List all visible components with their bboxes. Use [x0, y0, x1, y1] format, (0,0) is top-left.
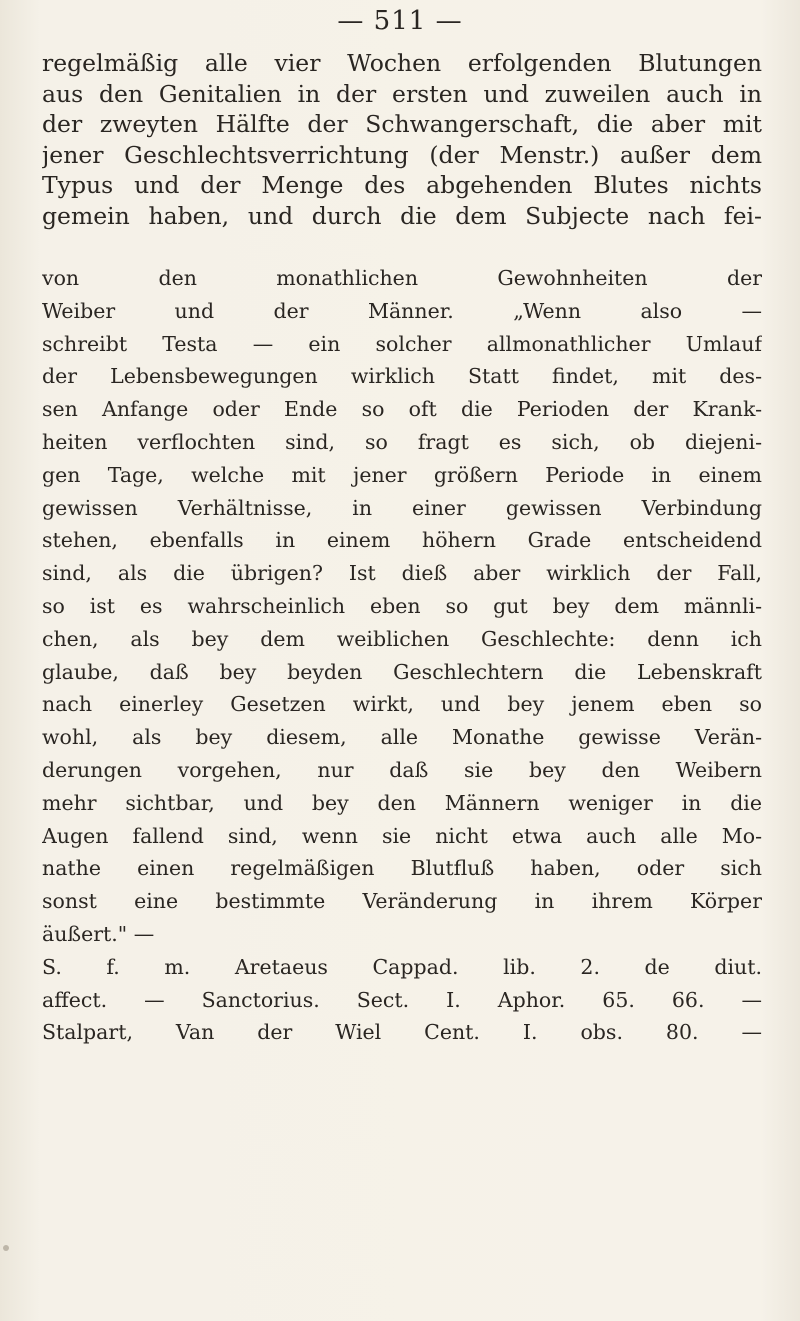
- upper-paragraph: [42, 48, 762, 231]
- text-line: stehen, ebenfalls in einem höhern Grade entscheidend: [42, 528, 762, 553]
- text-line: so ist es wahrscheinlich eben so gut bey dem männli-: [42, 593, 762, 618]
- text-line: gewissen Verhältnisse, in einer gewissen Verbindung: [42, 495, 762, 520]
- text-line: gen Tage, welche mit jener größern Periode in einem: [42, 462, 762, 487]
- text-line: wohl, als bey diesem, alle Monathe gewisse Verän-: [42, 725, 762, 750]
- text-line: chen, als bey dem weiblichen Geschlechte: denn ich: [42, 626, 762, 651]
- text-line: der zweyten Hälfte der Schwangerschaft, die aber mit: [42, 110, 762, 138]
- text-line: Weiber und der Männer. „Wenn also —: [42, 298, 762, 323]
- text-line: aus den Genitalien in der ersten und zuweilen auch in: [42, 79, 762, 108]
- citation-line: affect. — Sanctorius. Sect. I. Aphor. 65. 66. —: [42, 987, 762, 1012]
- text-line: schreibt Testa — ein solcher allmonathlicher Umlauf: [42, 331, 762, 356]
- citation-line: S. f. m. Aretaeus Cappad. lib. 2. de diut.: [42, 954, 762, 979]
- text-line: äußert." —: [42, 921, 155, 946]
- text-line: Augen fallend sind, wenn sie nicht etwa auch alle Mo-: [42, 823, 762, 848]
- citation-line: Stalpart, Van der Wiel Cent. I. obs. 80. —: [42, 1020, 762, 1045]
- text-line: nathe einen regelmäßigen Blutfluß haben, oder sich: [42, 856, 762, 881]
- text-line: Typus und der Menge des abgehenden Blutes nichts: [42, 171, 762, 199]
- text-line: sind, als die übrigen? Ist dieß aber wirklich der Fall,: [42, 561, 762, 586]
- text-line: von den monathlichen Gewohnheiten der: [42, 266, 762, 290]
- text-line: derungen vorgehen, nur daß sie bey den Weibern: [42, 757, 762, 782]
- text-line: heiten verflochten sind, so fragt es sich, ob diejeni-: [42, 429, 762, 454]
- paper-spot: [3, 1245, 9, 1251]
- text-line: regelmäßig alle vier Wochen erfolgenden Blutungen: [42, 49, 762, 77]
- text-line: sonst eine bestimmte Veränderung in ihrem Körper: [42, 889, 762, 914]
- text-line: nach einerley Gesetzen wirkt, und bey jenem eben so: [42, 692, 762, 717]
- text-line: glaube, daß bey beyden Geschlechtern die Lebenskraft: [42, 659, 762, 684]
- page-number: — 511 —: [337, 6, 463, 36]
- text-line: jener Geschlechtsverrichtung (der Menstr.) außer dem: [42, 140, 762, 169]
- text-line: gemein haben, und durch die dem Subjecte nach fei-: [42, 201, 762, 230]
- text-line: sen Anfange oder Ende so oft die Perioden der Krank-: [42, 397, 762, 422]
- text-line: der Lebensbewegungen wirklich Statt findet, mit des-: [42, 364, 762, 389]
- lower-paragraph: [42, 262, 762, 1049]
- text-line: mehr sichtbar, und bey den Männern weniger in die: [42, 790, 762, 815]
